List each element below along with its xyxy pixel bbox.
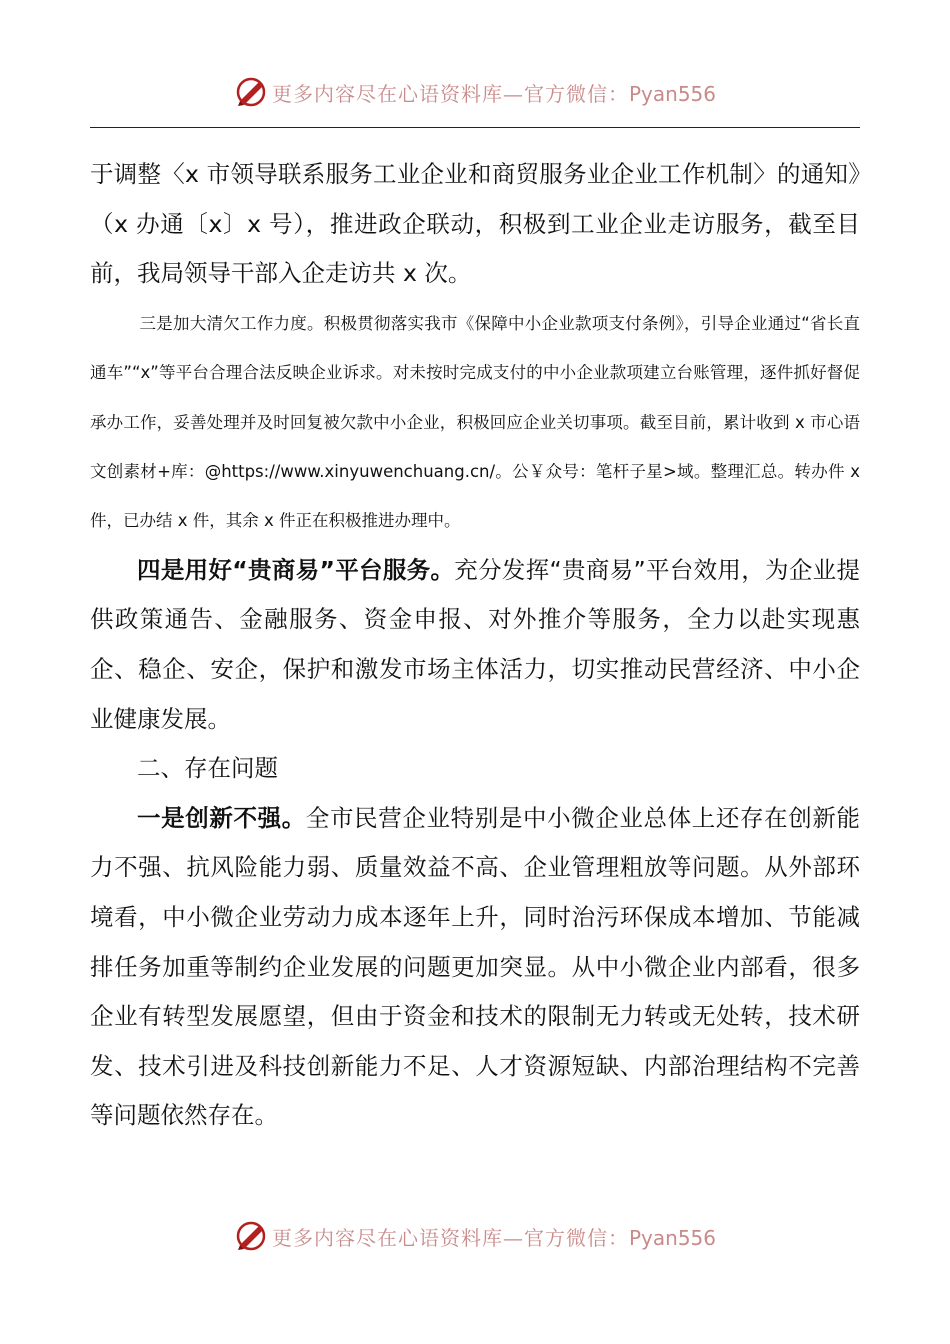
pen-logo-icon: [234, 1219, 268, 1253]
section-heading: 二、存在问题: [137, 754, 278, 783]
watermark-text: 更多内容尽在心语资料库—官方微信：Pyan556: [271, 1225, 716, 1250]
paragraph-lead: 四是用好“贵商易”平台服务。: [137, 555, 455, 584]
header-divider: [90, 127, 860, 128]
document-body: [90, 150, 860, 1141]
pen-logo-icon: [234, 75, 268, 109]
footer-watermark: [0, 1216, 950, 1256]
paragraph-continuation: 于调整〈x 市领导联系服务工业企业和商贸服务业企业工作机制〉的通知》（x 办通〔x〕x 号），推进政企联动，积极到工业企业走访服务，截至目前，我局领导干部入企走访共 x 次。: [90, 160, 860, 288]
watermark-text: 更多内容尽在心语资料库—官方微信：Pyan556: [271, 81, 716, 106]
paragraph-guishangyi: 四是用好“贵商易”平台服务。充分发挥“贵商易”平台效用，为企业提供政策通告、金融服务、资金申报、对外推介等服务，全力以赴实现惠企、稳企、安企，保护和激发市场主体活力，切实推动民营经济、中小企业健康发展。: [90, 555, 860, 733]
paragraph-lead: 一是创新不强。: [137, 803, 306, 832]
paragraph-innovation: 一是创新不强。全市民营企业特别是中小微企业总体上还存在创新能力不强、抗风险能力弱、质量效益不高、企业管理粗放等问题。从外部环境看，中小微企业劳动力成本逐年上升，同时治污环保成本增加、节能减排任务加重等制约企业发展的问题更加突显。从中小微企业内部看，很多企业有转型发展愿望，但由于资金和技术的限制无力转或无处转，技术研发、技术引进及科技创新能力不足、人才资源短缺、内部治理结构不完善等问题依然存在。: [90, 803, 861, 1130]
header-watermark: [0, 72, 950, 112]
paragraph-clearing-arrears: 三是加大清欠工作力度。积极贯彻落实我市《保障中小企业款项支付条例》，引导企业通过“省长直通车”“x”等平台合理合法反映企业诉求。对未按时完成支付的中小企业款项建立台账管理，逐件抓好督促承办工作，妥善处理并及时回复被欠款中小企业，积极回应企业关切事项。截至目前，累计收到 x 市心语文创素材+库：@https://www.xinyuwenchuang.cn/。公￥众号：笔杆子星>域。整理汇总。转办件 x 件，已办结 x 件，其余 x 件正在积极推进办理中。: [90, 313, 860, 531]
